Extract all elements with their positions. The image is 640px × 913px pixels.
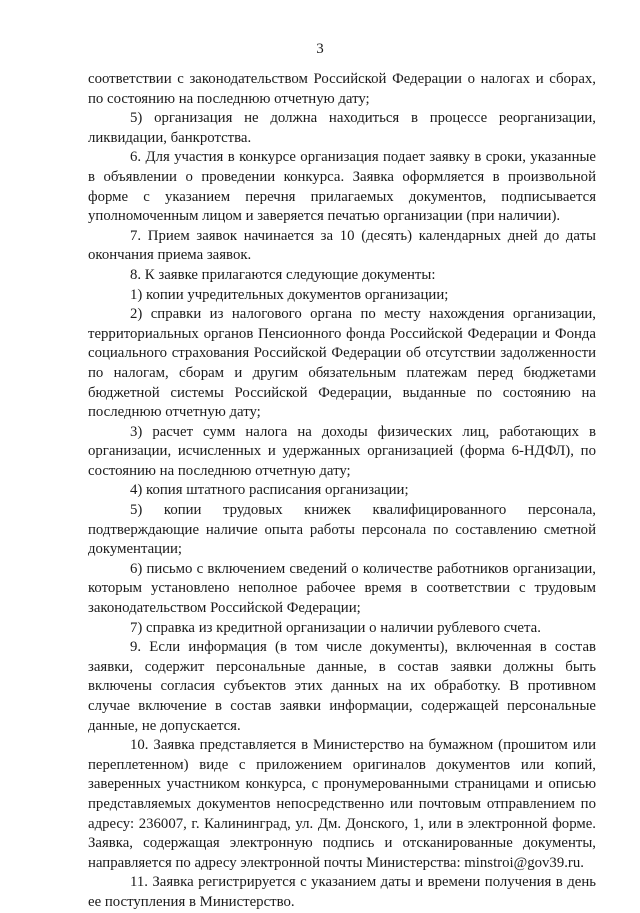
list-item-2-tax-certificates: 2) справки из налогового органа по месту нахождения организации, территориальных органов Пенсионного фонда Российской Федерации и Фонда социального страхования Российской Федерации об отсутствии задолженности по налогам, сборам и другим обязательным платежам перед бюджетами бюджетной системы Российской Федерации, выданные по состоянию на последнюю отчетную дату; [88,306,596,421]
list-item-5-employment-records: 5) копии трудовых книжек квалифицированного персонала, подтверждающие наличие опыта работы персонала по составлению сметной документации; [88,502,596,558]
paragraph-10-submission: 10. Заявка представляется в Министерство на бумажном (прошитом или переплетенном) виде с приложением оригиналов документов или копий, заверенных участником конкурса, с пронумерованными страницами и описью представляемых документов непосредственно или почтовым отправлением по адресу: 236007, г. Калининград, ул. Дм. Донского, 1, или в электронной форме. Заявка, содержащая электронную подпись и отсканированные документы, направляется по адресу электронной почты Министерства: minstroi@gov39.ru. [88,737,596,871]
paragraph-8-attached-documents: 8. К заявке прилагаются следующие документы: [130,266,436,283]
list-item-7-bank-certificate: 7) справка из кредитной организации о наличии рублевого счета. [130,619,541,636]
paragraph-continuation: соответствии с законодательством Российской Федерации о налогах и сборах, по состоянию на последнюю отчетную дату; [88,71,596,107]
paragraph-11-registration: 11. Заявка регистрируется с указанием даты и времени получения в день ее поступления в Министерство. [88,874,596,910]
document-body [88,70,596,913]
paragraph-9-personal-data: 9. Если информация (в том числе документы), включенная в состав заявки, содержит персональные данные, в состав заявки должны быть включены согласия субъектов этих данных на их обработку. В противном случае включение в состав заявки информации, содержащей персональные данные, не допускается. [88,639,596,734]
paragraph-item-5-liquidation: 5) организация не должна находиться в процессе реорганизации, ликвидации, банкротства. [88,110,596,146]
paragraph-7-acceptance-start: 7. Прием заявок начинается за 10 (десять) календарных дней до даты окончания приема заявок. [88,227,596,264]
list-item-6-workers-letter: 6) письмо с включением сведений о количестве работников организации, которым установлено неполное рабочее время в соответствии с трудовым законодательством Российской Федерации; [88,560,596,617]
list-item-4-staff-schedule: 4) копия штатного расписания организации; [130,482,409,499]
list-item-3-tax-calculation: 3) расчет сумм налога на доходы физических лиц, работающих в организации, исчисленных и удержанных организацией (форма 6-НДФЛ), по состоянию на последнюю отчетную дату; [88,423,596,479]
list-item-1-charter-copies: 1) копии учредительных документов организации; [130,286,449,303]
page-number: 3 [316,41,324,57]
paragraph-6-application: 6. Для участия в конкурсе организация подает заявку в сроки, указанные в объявлении о проведении конкурса. Заявка оформляется в произвольной форме с указанием перечня прилагаемых документов, подписывается уполномоченным лицом и заверяется печатью организации (при наличии). [88,149,596,225]
